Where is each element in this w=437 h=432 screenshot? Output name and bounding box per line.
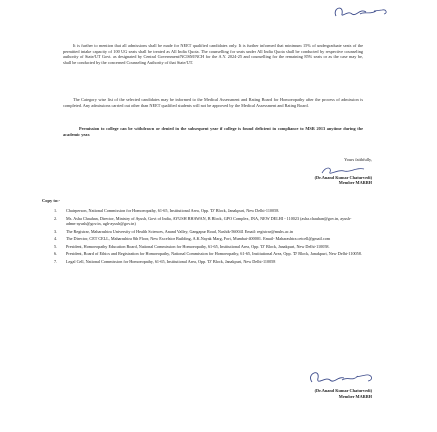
signoff-bottom: [262, 388, 372, 399]
list-item: [52, 208, 362, 213]
list-item-number: 7.: [54, 258, 58, 264]
paragraph-category-list: The Category wise list of the selected candidates may be informed to the Medical Assessment and Rating Board for Homoeopathy after the process of admission is completed. Any admissions carried out other than NEET qualified students will not be approved by the Medical Assessment and Rating Board.: [63, 97, 363, 108]
list-item: [52, 244, 362, 249]
list-item-number: 6.: [54, 251, 58, 257]
list-item-number: 5.: [54, 243, 58, 249]
list-item-text: President, Board of Ethics and Registration for Homoeopathy, National Commission for Homoeopathy, 61-65, Institutional Area, Opp. 'D' Block, Janakpuri, New Delhi-110058.: [66, 251, 362, 257]
list-item-text: Ms. Asha Chauhan, Director, Ministry of Ayush, Govt of India, AYUSH BHAWAN, B Block, GPO Complex, INA, NEW DELHI - 110023 (asha.chauhan@gov.in, ayush-admn-ayush@gov.in, ugh-ayush@gov.in): [66, 215, 352, 226]
paragraph-permission-warning: Permission to college can be withdrawn or denied in the subsequent year if college is found deficient in compliance to MSR 2013 anytime during the academic year.: [63, 126, 363, 137]
list-item-text: Chairperson, National Commission for Homoeopathy, 61-65, Institutional Area, Opp. 'D' Block, Janakpuri, New Delhi-110058.: [66, 208, 280, 213]
signature-bottom: [304, 366, 379, 390]
list-item: [52, 216, 362, 227]
signatory-name: (Dr.Anand Kumar Chaturvedi): [314, 388, 372, 393]
copy-to-label: Copy to:-: [42, 198, 61, 203]
paragraph-admissions: It is further to mention that all admissions shall be made for NEET qualified candidates only. It is further informed that minimum 15% of undergraduate seats of the permitted intake capacity of 100 UG seats shall be treated as All India Quota. The counselling for seats under All India Quota shall be conducted by respective counseling authority of State/UT Govt. as designated by Central Government/NCISM/NCH for the A.Y. 2024-25 and counselling for the remaining 85% seats or as the case may be, shall be conducted by the concerned Counseling Authority of that State/UT.: [63, 43, 363, 65]
list-item-text: The Director, CET CELL, Maharashtra 8th Floor, New Excelsior Building, A.K.Nayak Marg, Fort, Mumbai-400001. Email- Maharashtra.cetcell@gmail.com: [66, 236, 331, 242]
list-item-number: 3.: [54, 228, 58, 234]
signatory-title: Member MARBH: [338, 393, 372, 399]
list-item-number: 1.: [54, 208, 58, 213]
list-item-number: 4.: [54, 236, 58, 242]
list-item: [52, 259, 362, 264]
copy-to-list: [52, 208, 362, 267]
signature-middle: [318, 163, 368, 177]
signatory-title: Member MARBH: [338, 180, 372, 185]
list-item-text: The Registrar, Maharashtra University of Health Sciences, Anand Valley, Gangapur Road, Nashik-560041 Email: registrar@muhs.ac.in: [66, 228, 293, 234]
list-item-text: President, Homoeopathy Education Board, National Commission for Homoeopathy, 61-65, Institutional Area, Opp. 'D' Block, Janakpuri, New Delhi-110058.: [66, 243, 330, 249]
list-item-text: Legal Cell, National Commission for Homoeopathy, 61-65, Institutional Area, Opp. 'D' Block, Janakpuri, New Delhi-110058: [66, 258, 276, 264]
closing-text: Yours faithfully,: [344, 157, 372, 162]
signatory-name: (Dr.Anand Kumar Chaturvedi): [314, 174, 372, 180]
list-item: [52, 229, 362, 234]
list-item-number: 2.: [54, 215, 58, 221]
signature-top: [330, 2, 392, 22]
list-item: [52, 251, 362, 256]
list-item: [52, 236, 362, 241]
